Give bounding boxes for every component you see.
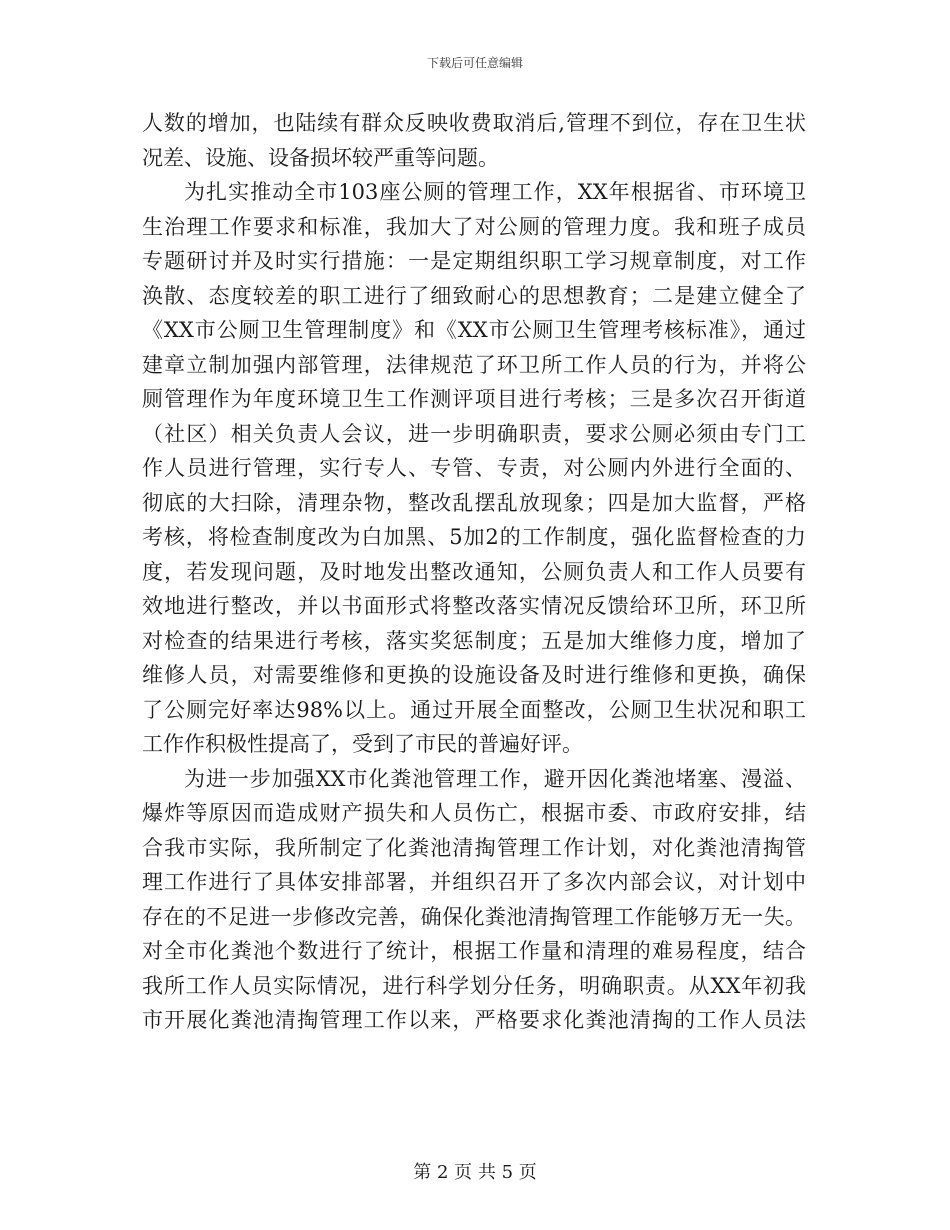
text-line: 工作作积极性提高了，受到了市民的普遍好评。 (142, 732, 583, 756)
text-line: 理工作进行了具体安排部署，并组织召开了多次内部会议，对计划中 (142, 870, 806, 894)
text-line: 考核，将检查制度改为白加黑、5加2的工作制度，强化监督检查的力 (142, 525, 806, 549)
text-line: 为扎实推动全市103座公厕的管理工作，XX年根据省、市环境卫 (184, 180, 806, 204)
page-header-note: 下载后可任意编辑 (426, 56, 523, 70)
text-line: 对全市化粪池个数进行了统计，根据工作量和清理的难易程度，结合 (142, 939, 806, 963)
text-line: 作人员进行管理，实行专人、专管、专责，对公厕内外进行全面的、 (142, 456, 806, 480)
text-line: 对检查的结果进行考核，落实奖惩制度；五是加大维修力度，增加了 (142, 628, 806, 653)
text-line: 度，若发现问题，及时地发出整改通知，公厕负责人和工作人员要有 (142, 559, 806, 584)
text-line: 我所工作人员实际情况，进行科学划分任务，明确职责。从XX年初我 (142, 973, 806, 998)
text-line: 为进一步加强XX市化粪池管理工作，避开因化粪池堵塞、漫溢、 (184, 766, 806, 791)
text-line: 《XX市公厕卫生管理制度》和《XX市公厕卫生管理考核标准》，通过 (142, 318, 806, 342)
text-line: 人数的增加，也陆续有群众反映收费取消后,管理不到位，存在卫生状 (142, 111, 806, 135)
text-line: 维修人员，对需要维修和更换的设施设备及时进行维修和更换，确保 (142, 663, 806, 687)
text-line: 生治理工作要求和标准，我加大了对公厕的管理力度。我和班子成员 (142, 214, 806, 239)
text-line: 爆炸等原因而造成财产损失和人员伤亡，根据市委、市政府安排，结 (142, 801, 806, 825)
document-body (142, 106, 806, 1038)
text-line: 了公厕完好率达98%以上。通过开展全面整改，公厕卫生状况和职工 (142, 697, 806, 722)
paragraph-3 (142, 762, 806, 1038)
paragraph-2 (142, 175, 806, 762)
text-line: 况差、设施、设备损坏较严重等问题。 (142, 145, 499, 170)
text-line: （社区）相关负责人会议，进一步明确职责，要求公厕必须由专门工 (142, 421, 806, 446)
text-line: 厕管理作为年度环境卫生工作测评项目进行考核；三是多次召开街道 (142, 387, 806, 411)
text-line: 效地进行整改，并以书面形式将整改落实情况反馈给环卫所，环卫所 (142, 594, 806, 618)
text-line: 存在的不足进一步修改完善，确保化粪池清掏管理工作能够万无一失。 (142, 904, 806, 929)
text-line: 合我市实际，我所制定了化粪池清掏管理工作计划，对化粪池清掏管 (142, 835, 806, 860)
text-line: 专题研讨并及时实行措施：一是定期组织职工学习规章制度，对工作 (142, 249, 806, 273)
text-line: 建章立制加强内部管理，法律规范了环卫所工作人员的行为，并将公 (142, 352, 806, 377)
text-line: 市开展化粪池清掏管理工作以来，严格要求化粪池清掏的工作人员法 (142, 1008, 806, 1032)
text-line: 涣散、态度较差的职工进行了细致耐心的思想教育；二是建立健全了 (142, 283, 806, 308)
page-number: 第 2 页 共 5 页 (413, 1162, 537, 1183)
text-line: 彻底的大扫除，清理杂物，整改乱摆乱放现象；四是加大监督，严格 (142, 490, 806, 515)
paragraph-1 (142, 106, 806, 175)
